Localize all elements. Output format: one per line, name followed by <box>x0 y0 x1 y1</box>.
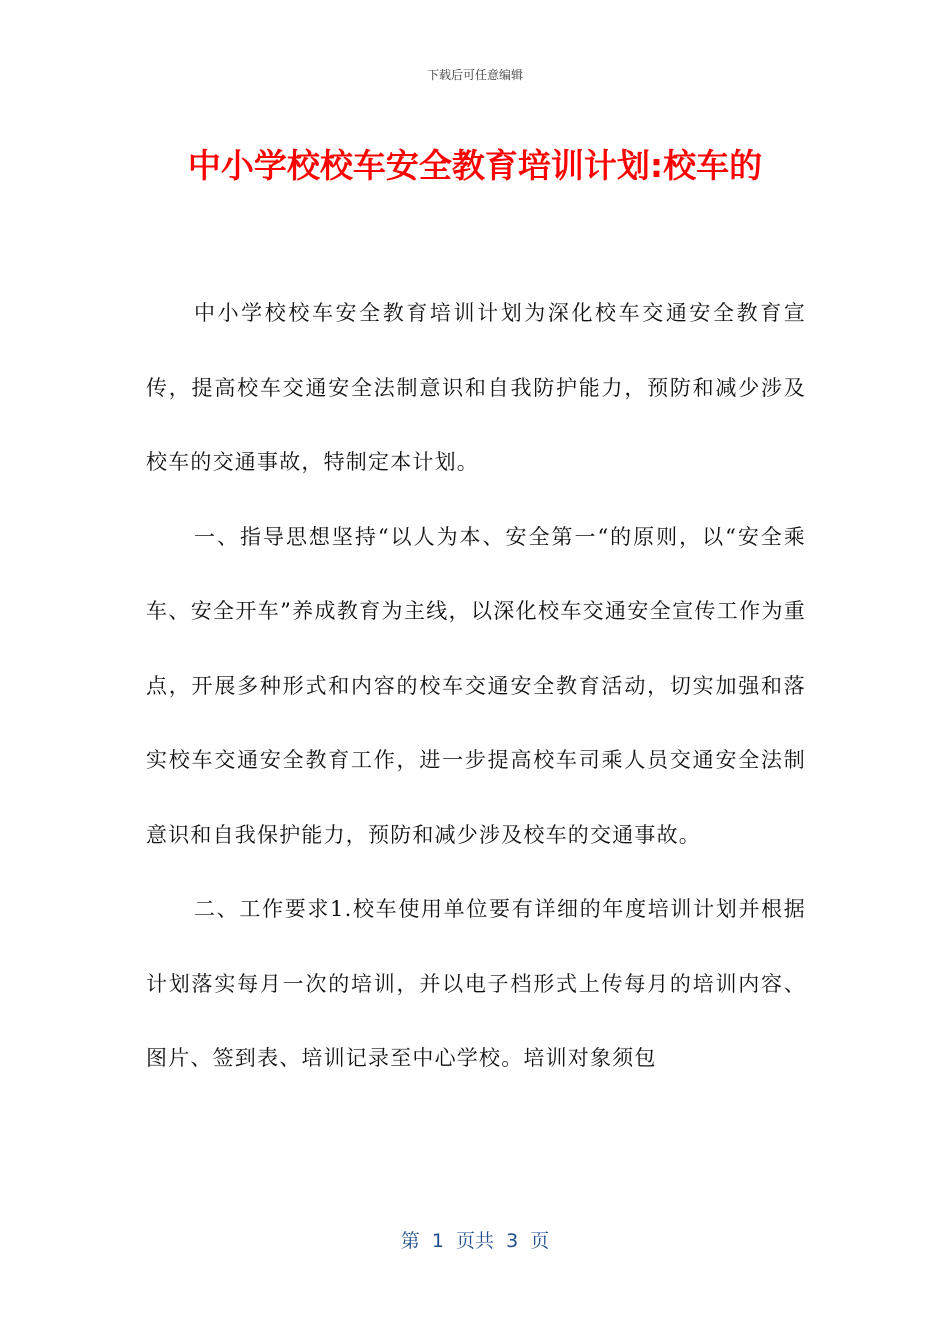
paragraph-intro: 中小学校校车安全教育培训计划为深化校车交通安全教育宣传，提高校车交通安全法制意识和自我防护能力，预防和减少涉及校车的交通事故，特制定本计划。 <box>146 301 806 474</box>
paragraph-work-requirements: 二、工作要求1.校车使用单位要有详细的年度培训计划并根据计划落实每月一次的培训，并以电子档形式上传每月的培训内容、图片、签到表、培训记录至中心学校。培训对象须包 <box>146 897 806 1070</box>
document-title: 中小学校校车安全教育培训计划:校车的 <box>187 146 763 185</box>
paragraph-guiding-ideology: 一、指导思想坚持“以人为本、安全第一“的原则，以“安全乘车、安全开车”养成教育为主线，以深化校车交通安全宣传工作为重点，开展多种形式和内容的校车交通安全教育活动，切实加强和落实校车交通安全教育工作，进一步提高校车司乘人员交通安全法制意识和自我保护能力，预防和减少涉及校车的交通事故。 <box>146 524 806 847</box>
document-body <box>146 276 806 1096</box>
page-number-footer: 第 1 页共 3 页 <box>400 1230 550 1252</box>
header-note: 下载后可任意编辑 <box>426 68 523 82</box>
